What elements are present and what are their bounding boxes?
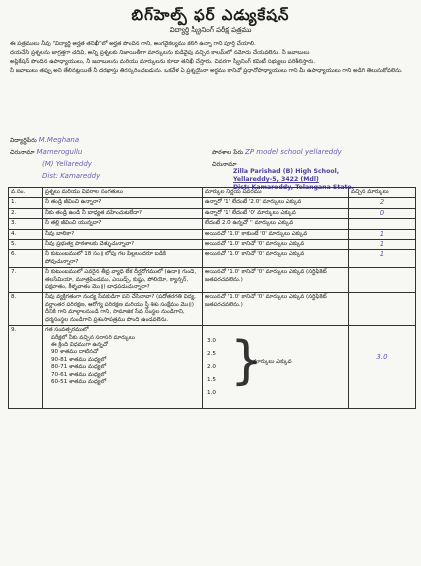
row-question-9	[43, 326, 203, 409]
instruction-line: ఈ పత్రములు నీవు "విద్యార్థి అర్హత తనిఖీ"లో అర్హత పొందిన గాని, అంగవైకల్యము కలిగి ఉన్నా గాని పూర్తి చేయాలి.	[10, 41, 256, 47]
score-value: 2.0	[207, 364, 216, 371]
row-number: 2.	[9, 208, 43, 218]
row9-rule-cell	[203, 326, 349, 409]
address-line-3-wrap	[42, 172, 100, 180]
row9-range: 70-61 శాతము మధ్యలో	[51, 371, 107, 378]
stamp-line-1: Zilla Parishad (B) High School,	[233, 168, 340, 175]
score-value: 3.0	[207, 338, 216, 345]
row9-intro: పరీక్షలో నీకు వచ్చిన సరాసరి మార్కులు	[51, 334, 135, 341]
row-marks-input[interactable]: 3.0	[349, 326, 416, 409]
row-question: నీవు వ్యక్తిగతంగా నంద్య సేవకుడిగా పని చేసినావా? (పదోతరగతి విద్య, వర్ణాంతర పరిరక్షణ, ఆరోగ్య పరిరక్షణ మరియు స్త్రీ శిశు సంక్షేమం మొ॥) దీనికి గాని మాల్గాలనుండి గాని, సామాజిక సేవ సంస్థల నుండిగాని, ధర్మసంస్థల నుండిగాని ప్రశంసాపత్రము పొంది ఉండవలెను.	[43, 293, 203, 326]
table-row	[9, 208, 416, 218]
row-number: 6.	[9, 250, 43, 268]
school-name-field[interactable]	[212, 148, 342, 157]
score-value: 2.5	[207, 351, 216, 358]
table-row	[9, 293, 416, 326]
row-number: 7.	[9, 268, 43, 293]
row-rule: లేదంటే 2.0 ఉన్నచో '' మార్కులు ఎక్కువ	[203, 219, 349, 229]
table-header-row	[9, 188, 416, 198]
col-header-serial: వ.సం.	[9, 188, 43, 198]
row-question: నీవు బాలికా?	[43, 229, 203, 239]
address-field[interactable]	[10, 148, 82, 157]
instruction-line: నీ జవాబులు తప్పు అని తేలినట్లయితే నీ దరఖాస్తు తిరస్కరించబడును. ఒకవేళ ఏ ప్రశ్నయైనా అర్థము కానిచో ప్రధానోపాధ్యాయులు గాని మీ ఉపాధ్యాయులు గాని అడిగి తెలుసుకోవలెను.	[10, 68, 403, 74]
school-address-label: చిరునామా	[212, 161, 237, 168]
address-label: చిరునామా	[10, 149, 35, 156]
row-marks-input[interactable]: 2	[349, 198, 416, 208]
screening-table	[8, 187, 416, 409]
score-scale	[205, 327, 346, 407]
row-marks-input[interactable]: 0	[349, 208, 416, 218]
row-question: నీ తండ్రి జీవించి ఉన్నారా?	[43, 198, 203, 208]
row-marks-input[interactable]	[349, 293, 416, 326]
row-marks-input[interactable]	[349, 219, 416, 229]
brace-icon: }	[230, 331, 264, 392]
table-row	[9, 250, 416, 268]
table-row	[9, 268, 416, 293]
row9-range: 60-51 శాతము మధ్యలో	[51, 378, 107, 385]
table-row	[9, 240, 416, 250]
table-row	[9, 198, 416, 208]
student-name-label: విద్యార్థిపేరు	[10, 137, 37, 144]
row-number: 5.	[9, 240, 43, 250]
col-header-marks: వచ్చిన మార్కులు	[349, 188, 416, 198]
row-number: 1.	[9, 198, 43, 208]
row9-rule: మార్కులు ఎక్కువ	[253, 359, 292, 366]
address-line-2: (M) Yellareddy	[42, 160, 92, 168]
row-question: నీ తల్లి జీవించి యున్నదా?	[43, 219, 203, 229]
row-rule: ఉన్నారో '1' లేదంటే '0' మార్కులు ఎక్కువ	[203, 208, 349, 218]
row9-range: 90 శాతము దాటినచో	[51, 349, 99, 356]
page-subtitle: విద్యార్థి స్క్రీనింగ్ పరీక్ష పత్రము	[169, 26, 252, 34]
row-question: నీ కుటుంబములో ఎవరైన తీవ్ర వ్యాధి లేక దీర్ఘరోగములో (ఉదా॥ గుండె, తలసేమియా, మూత్రపిండము, ఎయిడ్స్, కుష్ఠు, పోలియో, క్యాన్సర్, పక్షవాతం, కీళ్ళవాతం మొ॥) బాధపడుచున్నారా?	[43, 268, 203, 293]
row9-range: 90-81 శాతము మధ్యలో	[51, 356, 107, 363]
instruction-line: అప్లికేషన్ పొందిన ఉపాధ్యాయులు, నీ జవాబులను మరియు మార్కులను కూడా తనిఖీ చేస్తారు. చివరగా స్క్రీనింగ్ కమిటీ సభ్యులు పరిశీలిస్తారు.	[10, 59, 316, 65]
row-number: 4.	[9, 229, 43, 239]
row-rule: ఉన్నారో '1' లేదంటే '2.0' మార్కులు ఎక్కువ	[203, 198, 349, 208]
instructions	[10, 40, 412, 76]
row-question: నీకు తండ్రి ఉండి నీ బాధ్యత వహించుటలేదా?	[43, 208, 203, 218]
row-number: 9.	[9, 326, 43, 409]
page-title: బిగ్‌హెల్ప్ ఫర్ ఎడ్యుకేషన్	[131, 6, 290, 24]
row9-sub: ఈ క్రింది విధముగా ఉన్నచో	[51, 341, 108, 348]
row-number: 3.	[9, 219, 43, 229]
student-name-field[interactable]	[10, 136, 79, 145]
row-number: 8.	[9, 293, 43, 326]
table-row	[9, 229, 416, 239]
student-name-value: M.Meghana	[38, 136, 80, 144]
table-row	[9, 219, 416, 229]
school-name-label: పాఠశాల పేరు	[212, 149, 244, 156]
instruction-line: దయచేసి ప్రశ్నలను జాగ్రత్తగా చదివి, అన్ని ప్రశ్నలకు నిజాయితీగా మార్కులను కుడివైపు వచ్చిన కాలమ్‌లో నమోదు చేయవలెను. నీ జవాబులు	[10, 50, 310, 56]
stamp-line-3: Dist: Kamareddy, Telangana State.	[233, 184, 355, 192]
score-value: 1.0	[207, 390, 216, 397]
row-marks-input[interactable]: 1	[349, 240, 416, 250]
row-question: నీ కుటుంబములో 18 సం॥ లోపు గల పిల్లలందరూ బడికి పోవుచున్నారా?	[43, 250, 203, 268]
row-question: నీవు ప్రభుత్వ పాఠశాలకు వెళ్ళుచున్నావా?	[43, 240, 203, 250]
score-value: 1.5	[207, 377, 216, 384]
school-name-value: ZP model school yellareddy	[245, 148, 342, 156]
col-header-question: ప్రశ్నలు మరియు వివరాల సంగతులు	[43, 188, 203, 198]
address-line-3: Dist: Kamareddy	[42, 172, 101, 180]
row9-range: 80-71 శాతము మధ్యలో	[51, 364, 107, 371]
row-rule: అయినచో '1.0' కాకుంటే '0' మార్కులు ఎక్కువ	[203, 229, 349, 239]
row-rule: అయినచో '1.0' కానిచో '0' మార్కులు ఎక్కువ (సర్టిఫికెట్ జతపరచవలెను.)	[203, 268, 349, 293]
row-marks-input[interactable]: 1	[349, 229, 416, 239]
stamp-line-2: Yellareddy-5, 3422 (Mdl)	[233, 176, 319, 184]
table-row	[9, 326, 416, 409]
row-rule: అయినచో '1.0' కానిచో '0' మార్కులు ఎక్కువ	[203, 250, 349, 268]
row9-title: గత సంవత్సరములో	[45, 327, 89, 334]
score-values	[207, 335, 216, 400]
row-marks-input[interactable]: 1	[349, 250, 416, 268]
col-header-rule: మార్కుల నిర్ణయ వివరము	[203, 188, 349, 198]
address-line-1: Mamerogullu	[36, 148, 83, 156]
row-rule: అయినచో '1.0' కానిచో '0' మార్కులు ఎక్కువ	[203, 240, 349, 250]
row-marks-input[interactable]	[349, 268, 416, 293]
address-line-2-wrap	[42, 160, 92, 168]
row-rule: అయినచో '1.0' కానిచో '0' మార్కులు ఎక్కువ (సర్టిఫికెట్ జతపరచవలెను.)	[203, 293, 349, 326]
